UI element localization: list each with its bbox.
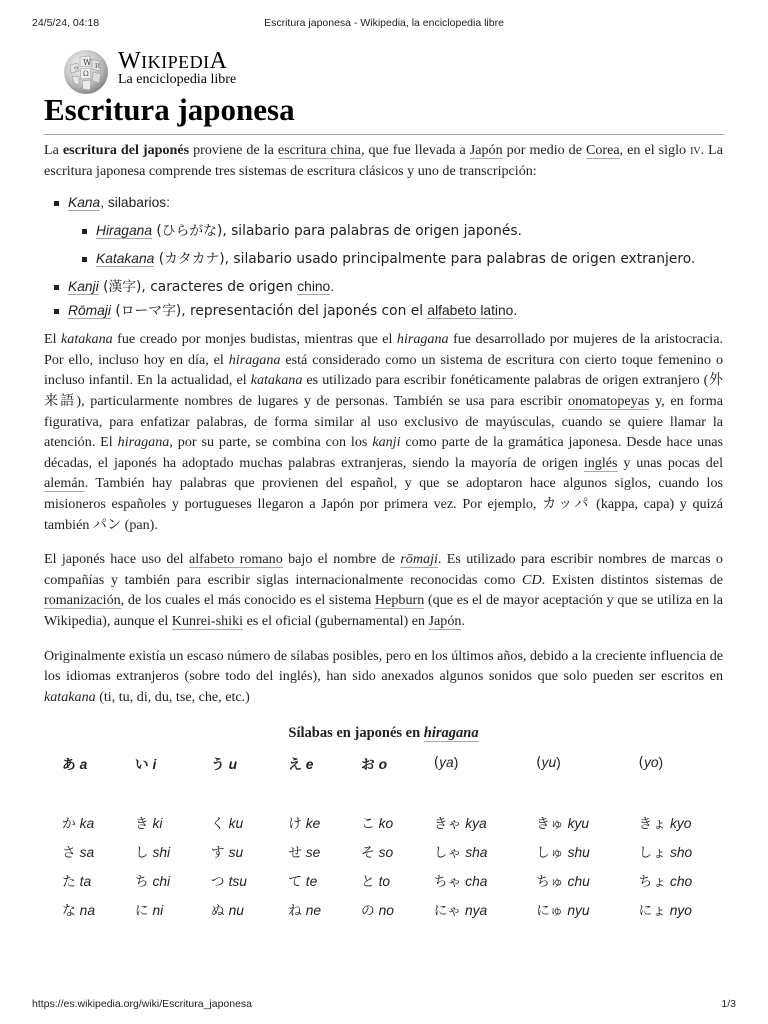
- table-header-cell: う u: [210, 757, 237, 774]
- svg-text:Ω: Ω: [83, 70, 89, 78]
- syllable-cell: せ se: [288, 844, 321, 861]
- link-onomatopeyas[interactable]: onomatopeyas: [568, 392, 650, 409]
- print-page-title: Escritura japonesa - Wikipedia, la enciclopedia libre: [264, 17, 504, 29]
- syllable-cell: な na: [62, 902, 95, 919]
- syllable-cell: きょ kyo: [638, 815, 692, 832]
- page-title: Escritura japonesa: [44, 92, 724, 135]
- wikipedia-tagline: La enciclopedia libre: [118, 72, 237, 87]
- syllable-cell: し shi: [134, 844, 171, 861]
- print-footer: [32, 998, 736, 1012]
- syllable-cell: す su: [210, 844, 244, 861]
- table-header-cell: え e: [288, 757, 314, 774]
- writing-systems-list: [44, 193, 723, 321]
- syllable-cell: しゃ sha: [433, 844, 488, 861]
- syllable-cell: き ki: [134, 815, 163, 832]
- print-page-number: 1/3: [721, 998, 736, 1010]
- syllable-cell: ち chi: [134, 873, 171, 890]
- syllable-cell: つ tsu: [210, 873, 247, 890]
- syllable-cell: た ta: [62, 873, 92, 890]
- syllable-cell: に ni: [134, 902, 164, 919]
- list-item-romaji: Rōmaji (ローマ字), representación del japonés con el alfabeto latino.: [54, 301, 723, 321]
- link-hiragana-caption[interactable]: hiragana: [423, 725, 479, 742]
- table-header-cell: あ a: [62, 757, 88, 774]
- century-numeral: iv: [690, 142, 701, 158]
- table-row: [44, 836, 723, 865]
- link-katakana[interactable]: Katakana: [96, 251, 155, 267]
- link-kanji[interactable]: Kanji: [68, 279, 99, 295]
- wikipedia-globe-icon: [62, 47, 110, 95]
- syllable-cell: にゃ nya: [433, 902, 488, 919]
- link-aleman[interactable]: alemán: [44, 475, 85, 492]
- table-row: [44, 865, 723, 894]
- syllable-cell: さ sa: [62, 844, 95, 861]
- table-header-cell: (yu): [536, 755, 561, 772]
- link-kunrei-shiki[interactable]: Kunrei-shiki: [171, 612, 244, 629]
- syllable-cell: て te: [288, 873, 318, 890]
- list-item-kanji: Kanji (漢字), caracteres de origen chino.: [54, 277, 723, 297]
- romaji-paragraph: El japonés hace uso del alfabeto romano bajo el nombre de rōmaji. Es utilizado para escribir nombres de marcas o compañías y también para escribir siglas internacionalmente reconocidas como CD. Existen distintos sistemas de romanización, de los cuales el más conocido es el sistema Hepburn (que es el de mayor aceptación y que se utiliza en la Wikipedia), aunque el Kunrei-shiki es el oficial (gubernamental) en Japón.: [44, 551, 723, 629]
- link-japon[interactable]: Japón: [469, 142, 503, 158]
- syllable-cell: ちょ cho: [638, 873, 693, 890]
- table-caption: Sílabas en japonés en hiragana: [288, 725, 479, 742]
- hiragana-syllable-table: [44, 748, 723, 923]
- link-hiragana[interactable]: Hiragana: [96, 223, 152, 239]
- syllable-cell: く ku: [210, 815, 244, 832]
- table-header-row: [44, 748, 723, 778]
- syllable-cell: け ke: [288, 815, 321, 832]
- syllable-cell: きゃ kya: [433, 815, 487, 832]
- intro-paragraph: La escritura del japonés proviene de la escritura china, que fue llevada a Japón por medio de Corea, en el siglo iv. La escritura japonesa comprende tres sistemas de escritura clásicos y uno de transcripción:: [44, 142, 724, 179]
- svg-text:ウ: ウ: [73, 66, 80, 73]
- syllable-cell: か ka: [62, 815, 95, 832]
- syllable-cell: こ ko: [360, 815, 394, 832]
- list-item-katakana: Katakana (カタカナ), silabario usado principalmente para palabras de origen extranjero.: [82, 249, 723, 269]
- syllable-cell: にゅ nyu: [536, 902, 590, 919]
- table-header-cell: (ya): [433, 755, 459, 772]
- link-corea[interactable]: Corea: [585, 142, 620, 158]
- link-chino[interactable]: chino: [297, 279, 331, 295]
- list-item-hiragana: Hiragana (ひらがな), silabario para palabras de origen japonés.: [82, 221, 723, 241]
- table-row: [44, 807, 723, 836]
- syllable-cell: しゅ shu: [536, 844, 590, 861]
- link-romanizacion[interactable]: romanización: [44, 592, 121, 609]
- print-date: 24/5/24, 04:18: [32, 17, 100, 29]
- svg-text:И: И: [95, 63, 101, 70]
- table-header-cell: お o: [360, 757, 388, 774]
- link-hepburn[interactable]: Hepburn: [374, 592, 425, 609]
- article-body: [44, 140, 723, 923]
- table-header-cell: い i: [134, 757, 157, 774]
- syllable-cell: の no: [360, 902, 394, 919]
- syllable-cell: きゅ kyu: [536, 815, 590, 832]
- link-ingles[interactable]: inglés: [583, 454, 618, 471]
- syllable-cell: ちゃ cha: [433, 873, 488, 890]
- list-item-kana: Kana, silabarios: Hiragana (ひらがな), silabario para palabras de origen japonés. Katakana (カタカナ), silabario usado principalmente para palabras de origen extranjero.: [54, 193, 723, 269]
- table-header-cell: (yo): [638, 755, 664, 772]
- bold-term: escritura del japonés: [62, 142, 190, 158]
- print-url: https://es.wikipedia.org/wiki/Escritura_japonesa: [32, 998, 253, 1010]
- syllable-cell: しょ sho: [638, 844, 693, 861]
- table-row: [44, 894, 723, 923]
- syllable-cell: と to: [360, 873, 391, 890]
- link-romaji-inline[interactable]: rōmaji: [400, 551, 438, 568]
- syllable-cell: ね ne: [288, 902, 322, 919]
- syllable-cell: ぬ nu: [210, 902, 244, 919]
- katakana-history-paragraph: El katakana fue creado por monjes budistas, mientras que el hiragana fue desarrollado por mujeres de la aristocracia. Por ello, incluso hoy en día, el hiragana está considerado como un sistema de escritura con cierto toque femenino o incluso infantil. En la actualidad, el katakana es utilizado para escribir fonéticamente palabras de origen extranjero (外来語), particularmente nombres de lugares y de personas. También se usa para escribir onomatopeyas y, en forma figurativa, para enfatizar palabras, de forma similar al uso exclusivo de mayúsculas, cuando se quiere llamar la atención. El hiragana, por su parte, se combina con los kanji como parte de la gramática japonesa. Desde hace unas décadas, el japonés ha adoptado muchas palabras extranjeras, siendo la mayoría de origen inglés y unas pocas del alemán. También hay palabras que provienen del español, y que se adoptaron hace algunos siglos, cuando los misioneros españoles y portugueses llegaron a Japón por primera vez. Por ejemplo, カッパ (kappa, capa) y quizá también パン (pan).: [44, 331, 724, 533]
- link-alfabeto-romano[interactable]: alfabeto romano: [188, 551, 283, 568]
- syllable-cell: にょ nyo: [638, 902, 692, 919]
- link-romaji[interactable]: Rōmaji: [68, 303, 111, 319]
- link-escritura-china[interactable]: escritura china: [277, 142, 361, 158]
- svg-text:W: W: [83, 58, 92, 67]
- link-kana[interactable]: Kana: [68, 195, 101, 211]
- wikipedia-wordmark: WIKIPEDIA: [118, 48, 228, 74]
- kana-sublist: [68, 221, 723, 269]
- link-alfabeto-latino[interactable]: alfabeto latino: [427, 303, 514, 319]
- syllable-cell: ちゅ chu: [536, 873, 590, 890]
- syllables-paragraph: Originalmente existía un escaso número de sílabas posibles, pero en los últimos años, debido a la creciente influencia de los idiomas extranjeros (sobre todo del inglés), han sido anexados algunos sonidos que solo pueden ser escritos en katakana (ti, tu, di, du, tse, che, etc.): [44, 647, 723, 705]
- syllable-cell: そ so: [360, 844, 394, 861]
- print-header: [32, 17, 736, 31]
- link-japon-2[interactable]: Japón: [428, 612, 462, 629]
